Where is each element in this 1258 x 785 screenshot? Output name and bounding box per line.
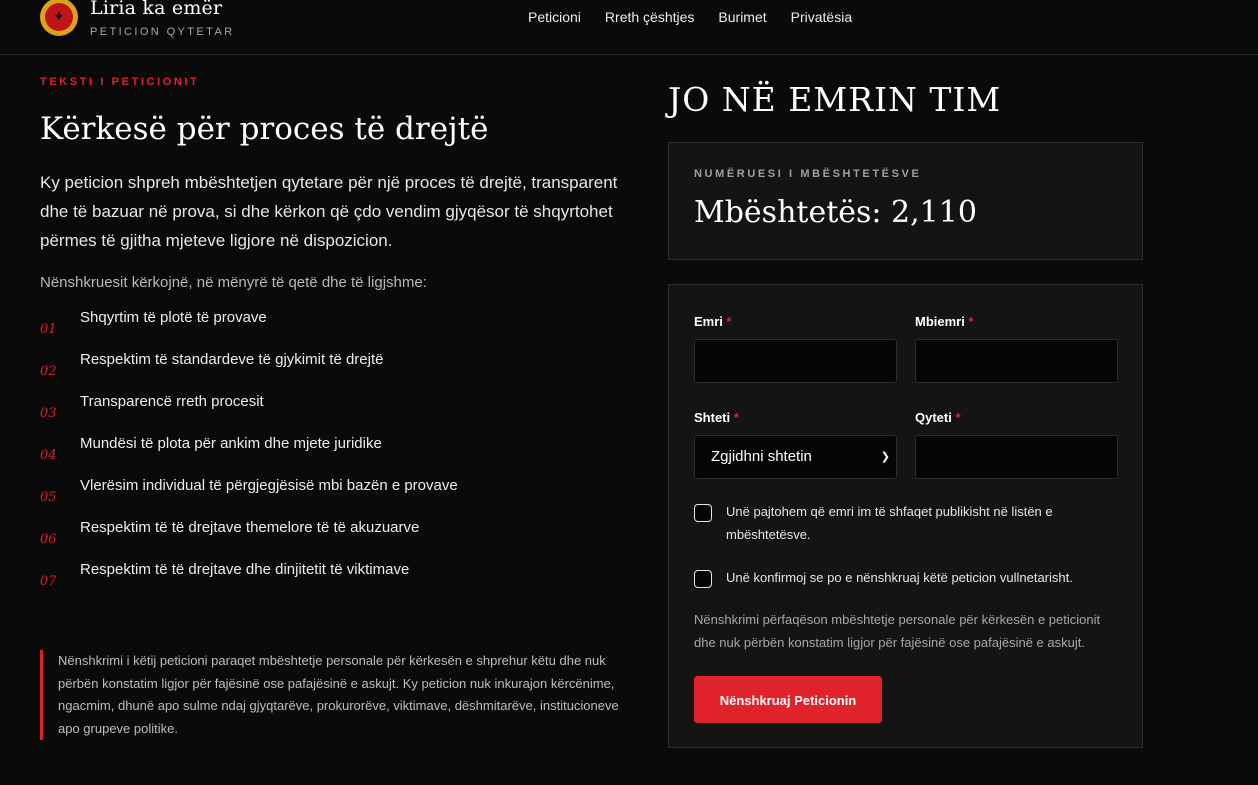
required-mark: *: [733, 410, 739, 425]
list-item-number: 03: [40, 406, 57, 422]
last-name-label-text: Mbiemri: [915, 314, 965, 329]
consent-voluntary-checkbox[interactable]: [694, 570, 712, 588]
consent-public-label[interactable]: Unë pajtohem që emri im të shfaqet publikisht në listën e mbështetësve.: [726, 504, 1053, 542]
list-item-number: 07: [40, 574, 57, 590]
nav-link-rreth-ceshtjes[interactable]: Rreth çështjes: [604, 9, 695, 25]
form-note: Nënshkrimi përfaqëson mbështetje personale për kërkesën e peticionit dhe nuk përbën konstatim ligjor për fajësinë ose pafajësinë e askujt.: [694, 612, 1101, 650]
petition-disclaimer: Nënshkrimi i këtij peticioni paraqet mbështetje personale për kërkesën e shprehur këtu dhe nuk përbën konstatim ligjor për fajësinë ose pafajësinë e askujt. Ky peticion nuk inkurajon kërcënime, ngacmim, dhunë apo sulme ndaj gjyqtarëve, prokurorëve, viktimave, dëshmitarëve, institucioneve apo grupeve politike.: [40, 650, 638, 740]
eagle-icon: ✦: [45, 3, 73, 31]
country-label: [694, 410, 739, 425]
country-select-value: Zgjidhni shtetin: [711, 448, 812, 465]
site-header: [0, 0, 1258, 55]
request-list: [40, 309, 630, 611]
list-item-number: 05: [40, 490, 57, 506]
country-label-text: Shteti: [694, 410, 731, 425]
city-input[interactable]: [915, 435, 1118, 479]
counter-label: NUMËRUESI I MBËSHTETËSVE: [694, 168, 922, 180]
petition-intro: Ky peticion shpreh mbështetjen qytetare për një proces të drejtë, transparent dhe të bazuar në prova, si dhe kërkon që çdo vendim gjyqësor të shqyrtohet përmes të gjitha mjeteve ligjore në dispozicion.: [40, 173, 618, 251]
list-item-text: Shqyrtim të plotë të provave: [80, 309, 267, 327]
sign-form: [668, 284, 1143, 748]
list-item-text: Vlerësim individual të përgjegjësisë mbi bazën e provave: [80, 477, 458, 495]
chevron-down-icon: ❯: [880, 451, 890, 463]
petition-text-section: [40, 76, 630, 611]
counter-value: Mbështetës: 2,110: [694, 195, 977, 230]
petition-lead: Nënshkruesit kërkojnë, në mënyrë të qetë dhe të ligjshme:: [40, 274, 427, 292]
country-select[interactable]: [694, 435, 897, 479]
nav-link-peticioni[interactable]: Peticioni: [528, 9, 581, 25]
nav-link-privatesia[interactable]: Privatësia: [790, 9, 853, 25]
first-name-input[interactable]: [694, 339, 897, 383]
list-item-number: 04: [40, 448, 57, 464]
list-item: [40, 561, 630, 611]
consent-public-checkbox[interactable]: [694, 504, 712, 522]
first-name-label-text: Emri: [694, 314, 723, 329]
list-item-text: Respektim të të drejtave dhe dinjitetit të viktimave: [80, 561, 410, 579]
last-name-input[interactable]: [915, 339, 1118, 383]
required-mark: *: [955, 410, 961, 425]
nav-link-burimet[interactable]: Burimet: [718, 9, 767, 25]
list-item-text: Respektim të të drejtave themelore të të akuzuarve: [80, 519, 420, 537]
list-item-number: 01: [40, 322, 57, 338]
city-label: [915, 410, 961, 425]
first-name-label: [694, 314, 732, 329]
petition-title: Kërkesë për proces të drejtë: [40, 111, 489, 147]
logo-emblem-icon[interactable]: [40, 0, 78, 36]
list-item-number: 06: [40, 532, 57, 548]
supporter-counter: [668, 142, 1143, 260]
list-item-text: Mundësi të plota për ankim dhe mjete juridike: [80, 435, 382, 453]
consent-voluntary-label[interactable]: Unë konfirmoj se po e nënshkruaj këtë peticion vullnetarisht.: [726, 570, 1073, 585]
last-name-label: [915, 314, 974, 329]
sign-petition-button[interactable]: Nënshkruaj Peticionin: [694, 676, 882, 723]
list-item-number: 02: [40, 364, 57, 380]
required-mark: *: [726, 314, 732, 329]
main-nav: [528, 9, 876, 25]
brand-title[interactable]: Liria ka emër: [90, 0, 223, 19]
city-label-text: Qyteti: [915, 410, 952, 425]
sign-heading: JO NË EMRIN TIM: [668, 80, 1002, 119]
required-mark: *: [968, 314, 974, 329]
sign-section: [668, 75, 1143, 119]
list-item-text: Transparencë rreth procesit: [80, 393, 264, 411]
section-eyebrow: TEKSTI I PETICIONIT: [40, 76, 200, 88]
list-item-text: Respektim të standardeve të gjykimit të drejtë: [80, 351, 384, 369]
brand-subtitle: PETICION QYTETAR: [90, 26, 235, 38]
